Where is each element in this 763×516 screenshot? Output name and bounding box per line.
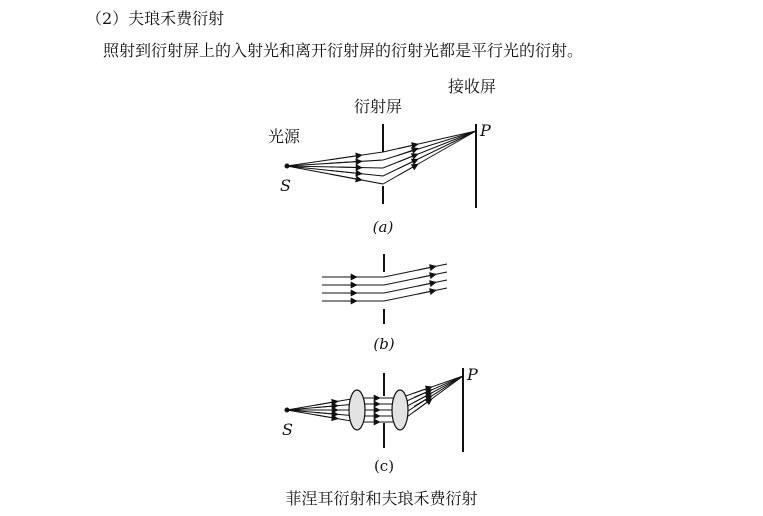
ray-b-2 (322, 272, 447, 285)
ray-b-arrow-out-3 (418, 282, 436, 286)
figure-b (322, 254, 447, 353)
ray-a-3 (287, 131, 476, 168)
label-light-source: 光源 (268, 127, 301, 146)
lens-left (349, 390, 365, 430)
rays-c (287, 376, 463, 422)
rays-a (287, 131, 476, 184)
ray-c-arrow-in-5 (315, 415, 338, 419)
ray-a-arrow-in-3 (330, 167, 362, 168)
subcaption-c: (c) (373, 457, 395, 475)
ray-a-arrow-out-5 (398, 164, 418, 175)
ray-c-arrow-out-2 (414, 390, 432, 398)
ray-c-arrow-in-2 (315, 406, 338, 408)
ray-b-arrow-out-2 (418, 274, 436, 278)
ray-c-arrow-out-1 (414, 387, 432, 393)
section-heading: （2）夫琅禾费衍射 (86, 9, 225, 28)
ray-a-2 (287, 131, 476, 166)
ray-b-4 (322, 288, 447, 301)
ray-c-5 (287, 376, 463, 422)
ray-a-arrow-in-4 (330, 171, 362, 174)
figure-a (268, 77, 496, 236)
subcaption-a: (a) (372, 218, 394, 236)
label-point-s-a: S (280, 176, 291, 195)
figure-caption: 菲涅耳衍射和夫琅禾费衍射 (285, 489, 478, 508)
subcaption-b: (b) (373, 335, 395, 353)
label-point-s-c: S (282, 420, 293, 439)
ray-c-arrow-in-1 (315, 401, 338, 405)
ray-c-arrow-in-4 (315, 412, 338, 414)
ray-a-arrow-out-1 (398, 144, 418, 149)
ray-a-1 (287, 131, 476, 166)
ray-a-arrow-in-5 (330, 174, 362, 180)
ray-a-arrow-in-2 (330, 161, 362, 163)
ray-b-arrow-out-4 (418, 290, 436, 294)
label-point-p-a: P (480, 121, 491, 140)
label-point-p-c: P (467, 365, 478, 384)
ray-b-3 (322, 280, 447, 293)
label-diffraction-screen: 衍射屏 (354, 97, 403, 116)
label-receiving-screen: 接收屏 (448, 77, 497, 96)
ray-a-arrow-in-1 (330, 155, 362, 160)
lens-right (392, 390, 408, 430)
ray-a-arrow-out-2 (398, 148, 418, 155)
figure-c (282, 365, 478, 475)
ray-b-arrow-out-1 (418, 266, 436, 270)
paragraph-text: 照射到衍射屏上的入射光和离开衍射屏的衍射光都是平行光的衍射。 (103, 41, 584, 60)
